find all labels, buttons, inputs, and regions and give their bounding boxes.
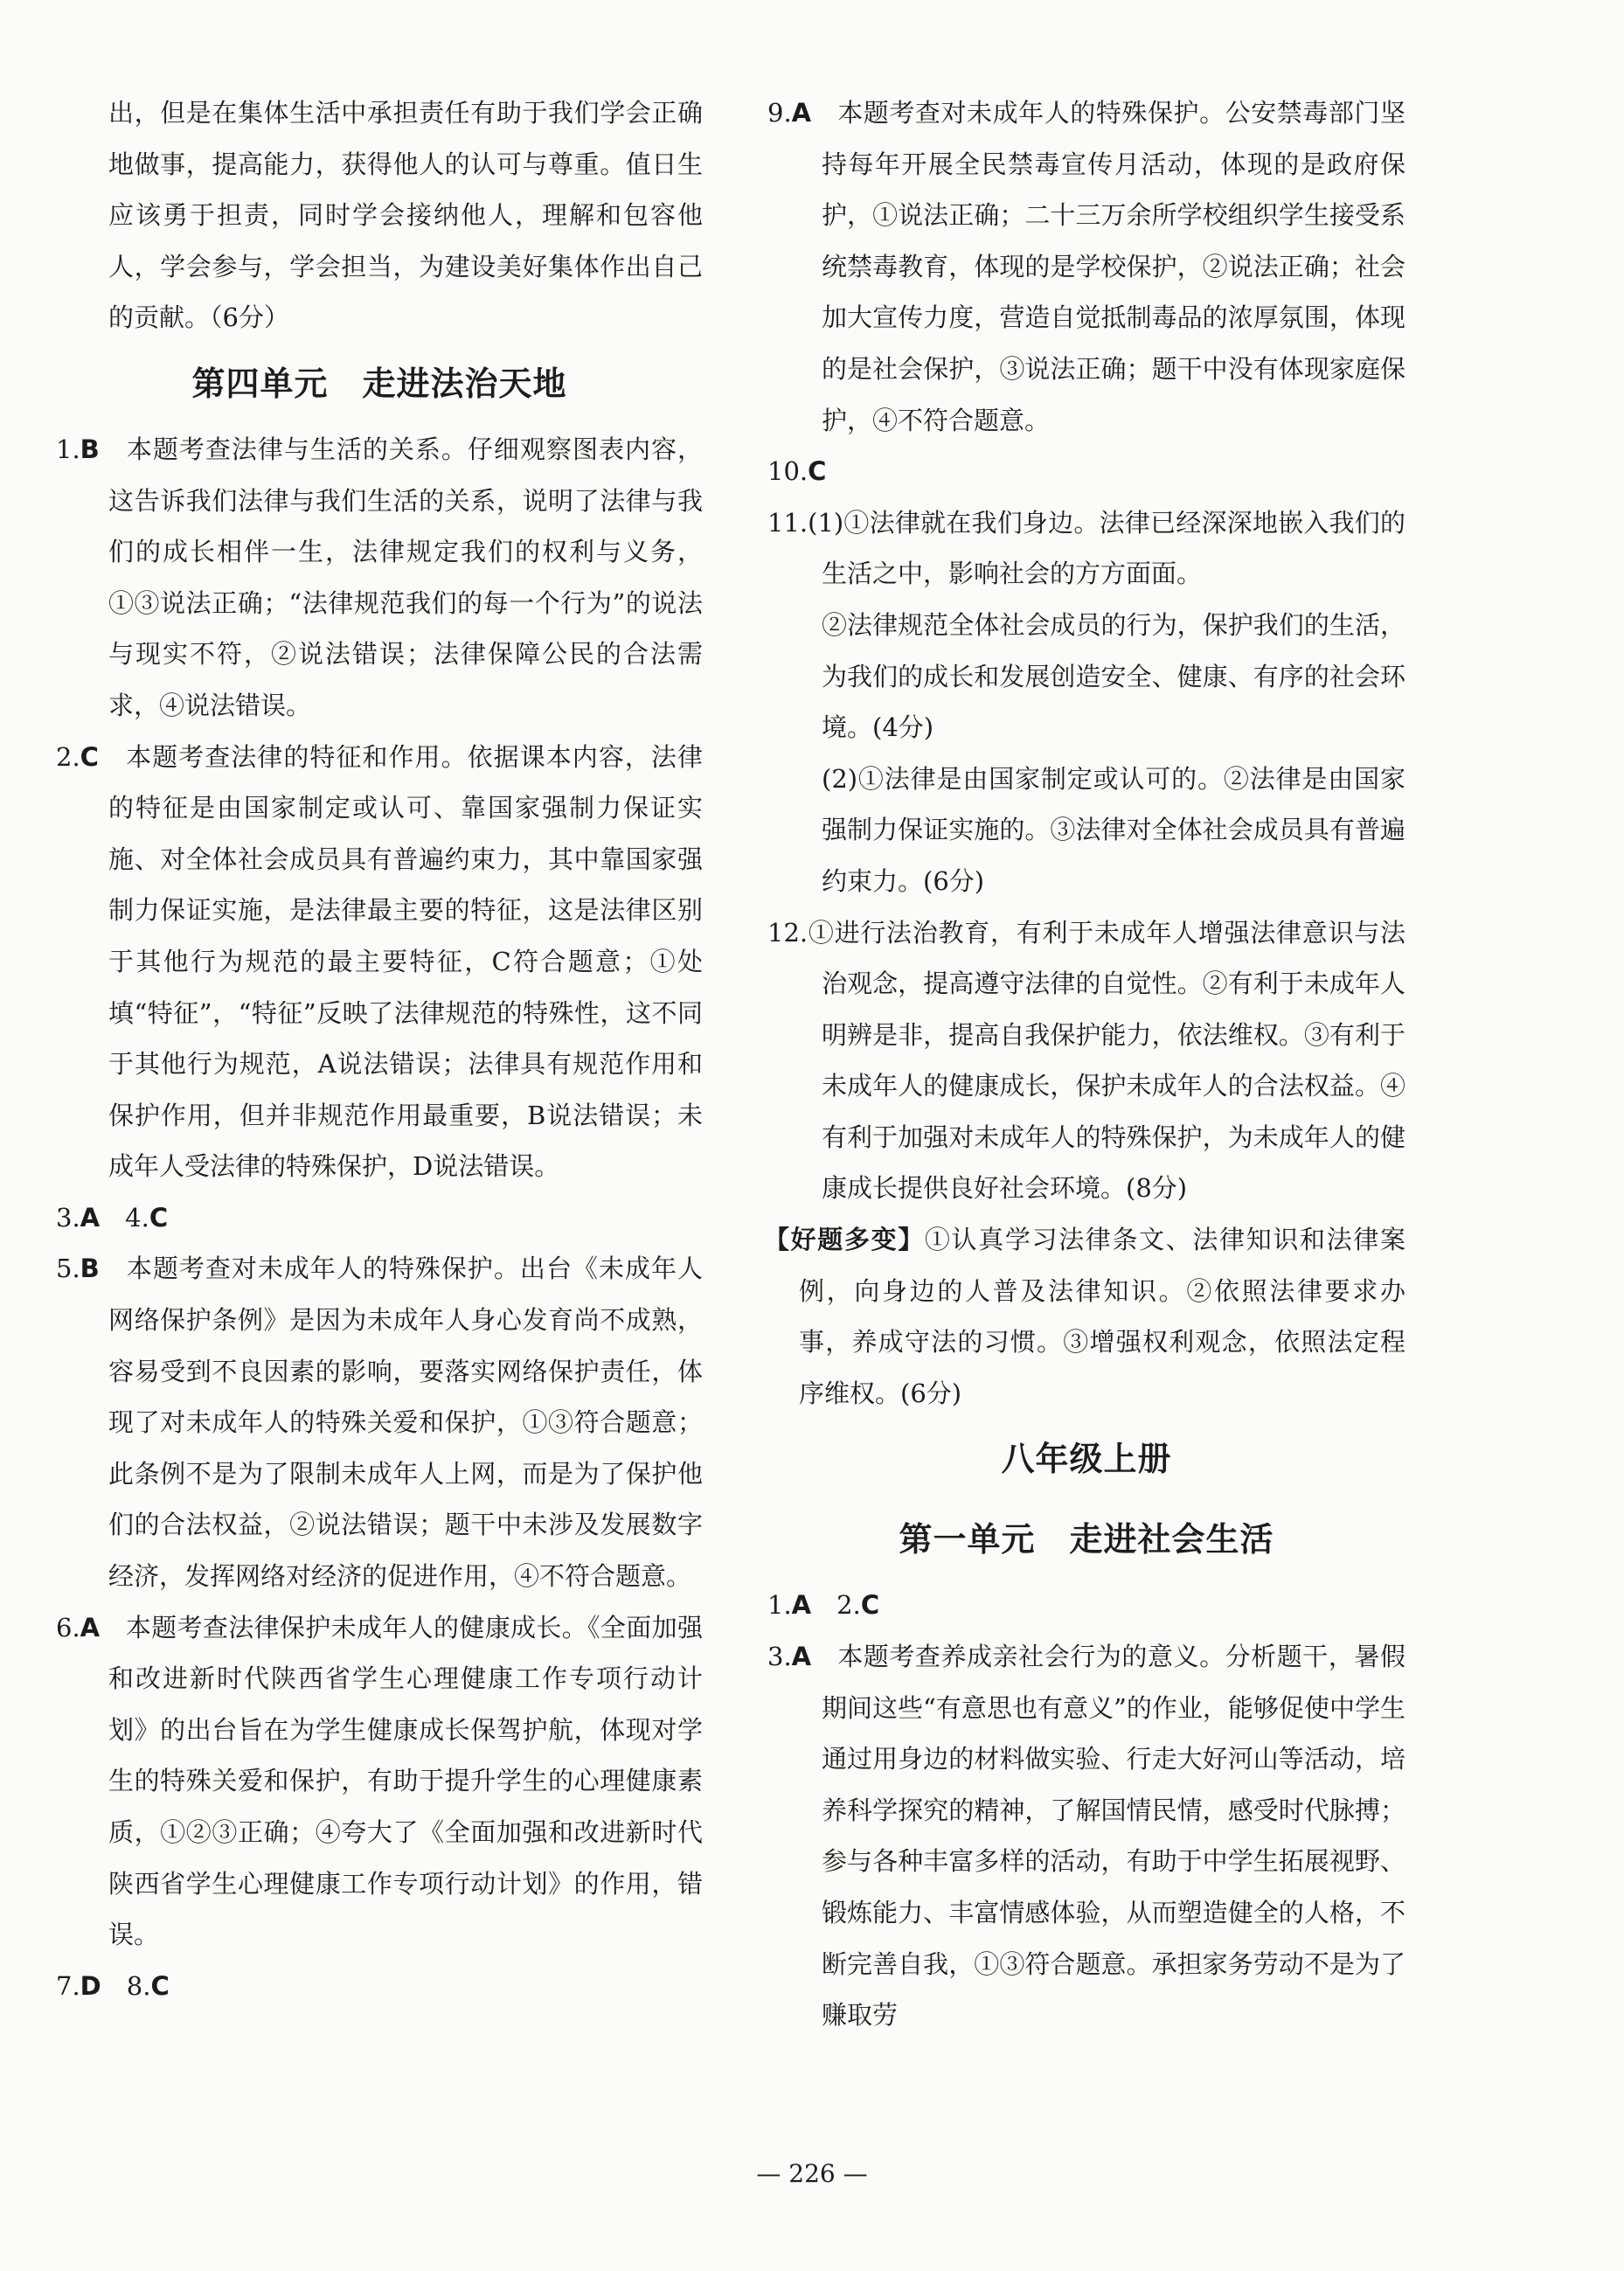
intro-paragraph: 出，但是在集体生活中承担责任有助于我们学会正确地做事，提高能力，获得他人的认可与尊重。值日生应该勇于担责，同时学会接纳他人，理解和包容他人，学会参与，学会担当，为建设美好集体作出自己的贡献。（6分） bbox=[108, 98, 703, 333]
question-3-answer: A bbox=[80, 1202, 101, 1233]
variant-answer-text: ①认真学习法律条文、法律知识和法律案例，向身边的人普及法律知识。②依照法律要求办事，养成守法的习惯。③增强权利观念，依照法定程序维权。(6分) bbox=[799, 1225, 1405, 1408]
question-1-explanation: 本题考查法律与生活的关系。仔细观察图表内容，这告诉我们法律与我们生活的关系，说明了法律与我们的成长相伴一生，法律规定我们的权利与义务，①③说法正确；“法律规范我们的每一个行为”的说法与现实不符，②说法错误；法律保障公民的合法需求，④说法错误。 bbox=[108, 434, 703, 720]
question-9-explanation: 本题考查对未成年人的特殊保护。公安禁毒部门坚持每年开展全民禁毒宣传月活动，体现的是政府保护，①说法正确；二十三万余所学校组织学生接受系统禁毒教育，体现的是学校保护，②说法正确；社会加大宣传力度，营造自觉抵制毒品的浓厚氛围，体现的是社会保护，③说法正确；题干中没有体现家庭保护，④不符合题意。 bbox=[822, 98, 1405, 435]
question-1-number: 1. bbox=[56, 434, 80, 464]
question-5-number: 5. bbox=[56, 1254, 80, 1284]
question-1-answer: B bbox=[80, 434, 100, 464]
question-12-number: 12. bbox=[767, 917, 809, 948]
question-1 bbox=[56, 424, 703, 732]
question-b-3-number: 3. bbox=[767, 1642, 792, 1672]
question-7-8 bbox=[56, 1961, 703, 2012]
question-7-number: 7. bbox=[56, 1970, 80, 2001]
question-9-number: 9. bbox=[767, 98, 792, 128]
question-b-1-answer: A bbox=[791, 1590, 812, 1621]
question-b-1-2 bbox=[767, 1580, 1405, 1631]
question-b-1-number: 1. bbox=[767, 1590, 792, 1621]
variant-question bbox=[764, 1214, 1405, 1419]
question-12-answer-text: ①进行法治教育，有利于未成年人增强法律意识与法治观念，提高遵守法律的自觉性。②有利于未成年人明辨是非，提高自我保护能力，依法维权。③有利于未成年人的健康成长，保护未成年人的合法权益。④有利于加强对未成年人的特殊保护，为未成年人的健康成长提供良好社会环境。(8分) bbox=[808, 917, 1405, 1204]
question-b-2-number: 2. bbox=[836, 1590, 861, 1621]
question-2 bbox=[56, 732, 703, 1192]
question-11-part-1b: ②法律规范全体社会成员的行为，保护我们的生活，为我们的成长和发展创造安全、健康、有序的社会环境。(4分) bbox=[822, 609, 1405, 743]
question-4-answer: C bbox=[149, 1202, 169, 1233]
question-3-4 bbox=[56, 1192, 703, 1244]
question-6-explanation: 本题考查法律保护未成年人的健康成长。《全面加强和改进新时代陕西省学生心理健康工作专项行动计划》的出台旨在为学生健康成长保驾护航，体现对学生的特殊关爱和保护，有助于提升学生的心理健康素质，①②③正确；④夸大了《全面加强和改进新时代陕西省学生心理健康工作专项行动计划》的作用，错误。 bbox=[108, 1612, 703, 1950]
question-9-answer: A bbox=[791, 98, 812, 128]
question-b-2-answer: C bbox=[860, 1590, 880, 1621]
question-b-3-answer: A bbox=[791, 1642, 812, 1672]
question-11-number: 11. bbox=[767, 507, 809, 538]
question-3-number: 3. bbox=[56, 1202, 80, 1233]
question-5-answer: B bbox=[80, 1254, 100, 1284]
page-number: — 226 — bbox=[756, 2159, 868, 2188]
question-11-part-1: (1)①法律就在我们身边。法律已经深深地嵌入我们的生活之中，影响社会的方方面面。 bbox=[808, 507, 1405, 589]
question-2-number: 2. bbox=[56, 741, 80, 772]
question-11 bbox=[767, 497, 1405, 600]
question-10-number: 10. bbox=[767, 456, 809, 487]
question-6-answer: A bbox=[80, 1612, 101, 1642]
question-5-explanation: 本题考查对未成年人的特殊保护。出台《未成年人网络保护条例》是因为未成年人身心发育尚不成熟，容易受到不良因素的影响，要落实网络保护责任，体现了对未成年人的特殊关爱和保护，①③符合题意；此条例不是为了限制未成年人上网，而是为了保护他们的合法权益，②说法错误；题干中未涉及发展数字经济，发挥网络对经济的促进作用，④不符合题意。 bbox=[108, 1254, 703, 1592]
question-6 bbox=[56, 1602, 703, 1961]
right-column bbox=[764, 87, 1405, 2041]
question-2-answer: C bbox=[80, 741, 99, 772]
left-column bbox=[56, 87, 703, 2011]
question-8-number: 8. bbox=[126, 1970, 151, 2001]
question-6-number: 6. bbox=[56, 1612, 80, 1642]
question-b-3-explanation: 本题考查养成亲社会行为的意义。分析题干，暑假期间这些“有意思也有意义”的作业，能够促使中学生通过用身边的材料做实验、行走大好河山等活动，培养科学探究的精神，了解国情民情，感受时代脉搏；参与各种丰富多样的活动，有助于中学生拓展视野、锻炼能力、丰富情感体验，从而塑造健全的人格，不断完善自我，①③符合题意。承担家务劳动不是为了赚取劳 bbox=[822, 1642, 1405, 2031]
question-b-3 bbox=[767, 1631, 1405, 2041]
question-8-answer: C bbox=[150, 1970, 170, 2001]
question-7-answer: D bbox=[80, 1970, 101, 2001]
question-2-explanation: 本题考查法律的特征和作用。依据课本内容，法律的特征是由国家制定或认可、靠国家强制力保证实施、对全体社会成员具有普遍约束力，其中靠国家强制力保证实施，是法律最主要的特征，这是法律区别于其他行为规范的最主要特征，C符合题意；①处填“特征”，“特征”反映了法律规范的特殊性，这不同于其他行为规范，A说法错误；法律具有规范作用和保护作用，但并非规范作用最重要，B说法错误；未成年人受法律的特殊保护，D说法错误。 bbox=[108, 741, 703, 1182]
variant-tag: 【好题多变】 bbox=[764, 1225, 925, 1255]
grade-title: 八年级上册 bbox=[1001, 1440, 1172, 1479]
question-12 bbox=[767, 907, 1405, 1215]
question-11-part-2: (2)①法律是由国家制定或认可的。②法律是由国家强制力保证实施的。③法律对全体社会成员具有普遍约束力。(6分) bbox=[822, 763, 1405, 896]
question-5 bbox=[56, 1243, 703, 1601]
unit-title-4: 第四单元 走进法治天地 bbox=[191, 364, 567, 403]
question-9 bbox=[767, 87, 1405, 446]
question-10 bbox=[767, 446, 1405, 497]
question-4-number: 4. bbox=[125, 1202, 149, 1233]
unit-title-1: 第一单元 走进社会生活 bbox=[899, 1520, 1274, 1559]
question-10-answer: C bbox=[808, 456, 827, 487]
